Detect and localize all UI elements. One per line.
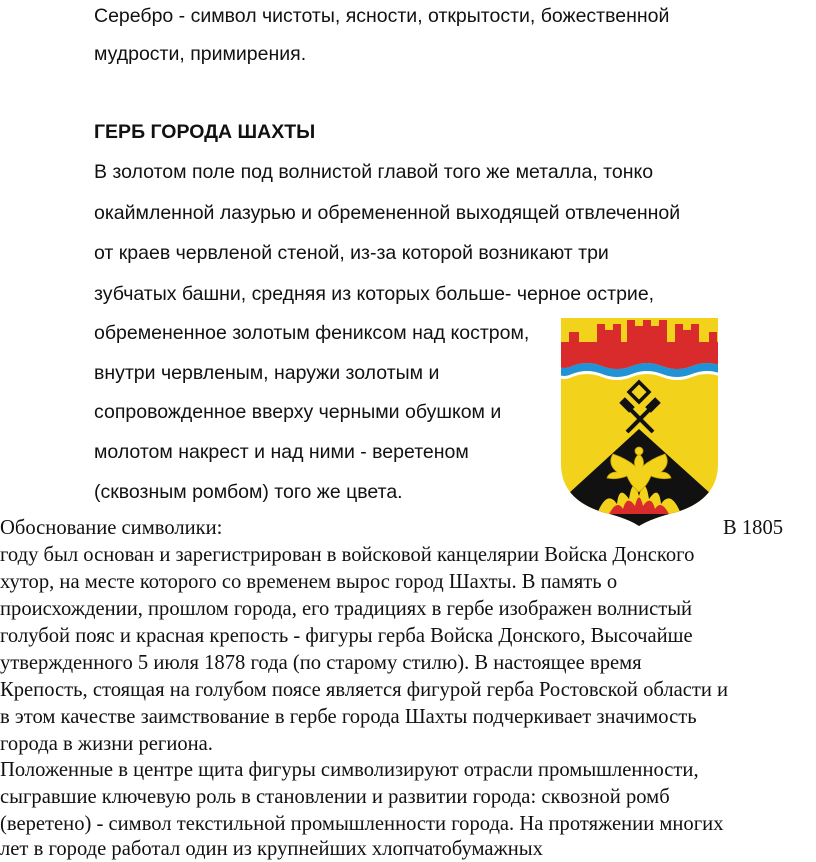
justification-line: голубой пояс и красная крепость - фигуры герба Войска Донского, Высочайше [0, 625, 693, 647]
justification-line: году был основан и зарегистрирован в войсковой канцелярии Войска Донского [0, 544, 695, 566]
justification-line: сыгравшие ключевую роль в становлении и развитии города: сквозной ромб [0, 786, 670, 808]
justification-line: хутор, на месте которого со временем вырос город Шахты. В память о [0, 571, 618, 593]
justification-line: (веретено) - символ текстильной промышленности города. На протяжении многих [0, 813, 724, 835]
shield [557, 314, 722, 528]
description-line: (сквозным ромбом) того же цвета. [94, 481, 403, 503]
description-line: зубчатых башни, средняя из которых больше- черное острие, [94, 283, 655, 305]
justification-line: города в жизни региона. [0, 733, 213, 755]
description-line: сопровожденное вверху черными обушком и [94, 401, 502, 423]
intro-line-1: Серебро - символ чистоты, ясности, открытости, божественной [94, 5, 670, 27]
description-line: В золотом поле под волнистой главой того же металла, тонко [94, 161, 654, 183]
justification-line: утвержденного 5 июля 1878 года (по старому стилю). В настоящее время [0, 652, 642, 674]
justification-line: Положенные в центре щита фигуры символизируют отрасли промышленности, [0, 759, 699, 781]
justification-line: в этом качестве заимствование в гербе города Шахты подчеркивает значимость [0, 706, 697, 728]
description-line: от краев червленой стеной, из-за которой возникают три [94, 242, 609, 264]
justification-year: В 1805 [723, 517, 784, 539]
justification-line: лет в городе работал один из крупнейших хлопчатобумажных [0, 838, 543, 860]
description-line: внутри червленым, наружи золотым и [94, 362, 440, 384]
description-line: окаймленной лазурью и обремененной выходящей отвлеченной [94, 202, 681, 224]
section-heading: ГЕРБ ГОРОДА ШАХТЫ [94, 121, 316, 143]
justification-line: происхождении, прошлом города, его традициях в гербе изображен волнистый [0, 598, 693, 620]
intro-line-2: мудрости, примирения. [94, 43, 307, 65]
justification-line: Крепость, стоящая на голубом поясе является фигурой герба Ростовской области и [0, 679, 729, 701]
coat-of-arms-image [557, 314, 722, 528]
justification-label: Обоснование символики: [0, 517, 223, 539]
description-line: молотом накрест и над ними - веретеном [94, 441, 469, 463]
description-line: обремененное золотым фениксом над костром, [94, 322, 530, 344]
